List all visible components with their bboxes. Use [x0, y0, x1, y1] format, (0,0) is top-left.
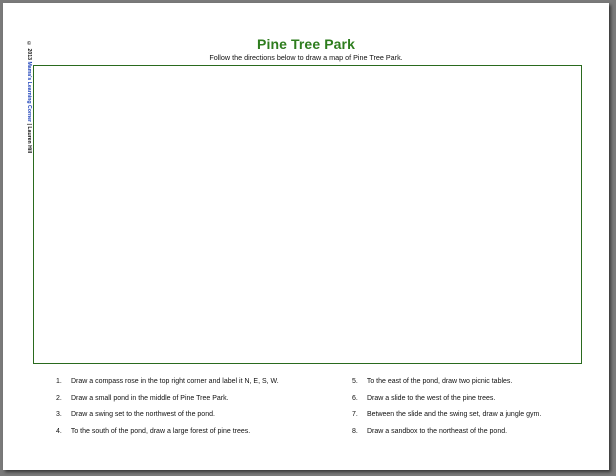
- direction-number: 4.: [56, 428, 62, 436]
- direction-text: To the south of the pond, draw a large forest of pine trees.: [70, 428, 251, 436]
- direction-number: 6.: [352, 394, 358, 402]
- direction-text: Between the slide and the swing set, draw a jungle gym.: [366, 411, 542, 419]
- direction-item: [56, 411, 279, 428]
- copyright-text: © 2013: [26, 41, 32, 60]
- directions-right-column: [352, 378, 541, 445]
- direction-text: To the east of the pond, draw two picnic tables.: [366, 378, 513, 385]
- direction-number: 8.: [352, 428, 358, 436]
- directions-left-column: [56, 378, 279, 445]
- direction-item: [352, 395, 541, 412]
- direction-item: [352, 428, 541, 445]
- direction-number: 2.: [56, 394, 62, 402]
- direction-number: 1.: [56, 378, 62, 385]
- direction-number: 3.: [56, 411, 62, 419]
- worksheet-page: [3, 3, 609, 470]
- direction-text: Draw a small pond in the middle of Pine Tree Park.: [70, 394, 229, 402]
- map-drawing-area[interactable]: [33, 65, 582, 364]
- direction-item: [352, 378, 541, 395]
- direction-number: 5.: [352, 378, 358, 385]
- direction-item: [56, 428, 279, 445]
- direction-text: Draw a compass rose in the top right corner and label it N, E, S, W.: [70, 378, 279, 385]
- direction-text: Draw a swing set to the northwest of the pond.: [70, 411, 215, 419]
- direction-text: Draw a slide to the west of the pine trees.: [366, 394, 496, 402]
- direction-text: Draw a sandbox to the northeast of the pond.: [366, 428, 508, 436]
- author-text: | Lauren Hill: [26, 123, 32, 154]
- page-title: Pine Tree Park: [257, 36, 355, 52]
- page-subtitle: Follow the directions below to draw a map of Pine Tree Park.: [209, 53, 403, 62]
- direction-number: 7.: [352, 411, 358, 419]
- direction-item: [352, 411, 541, 428]
- brand-text: Mama's Learning Corner: [26, 61, 32, 123]
- direction-item: [56, 378, 279, 395]
- direction-item: [56, 395, 279, 412]
